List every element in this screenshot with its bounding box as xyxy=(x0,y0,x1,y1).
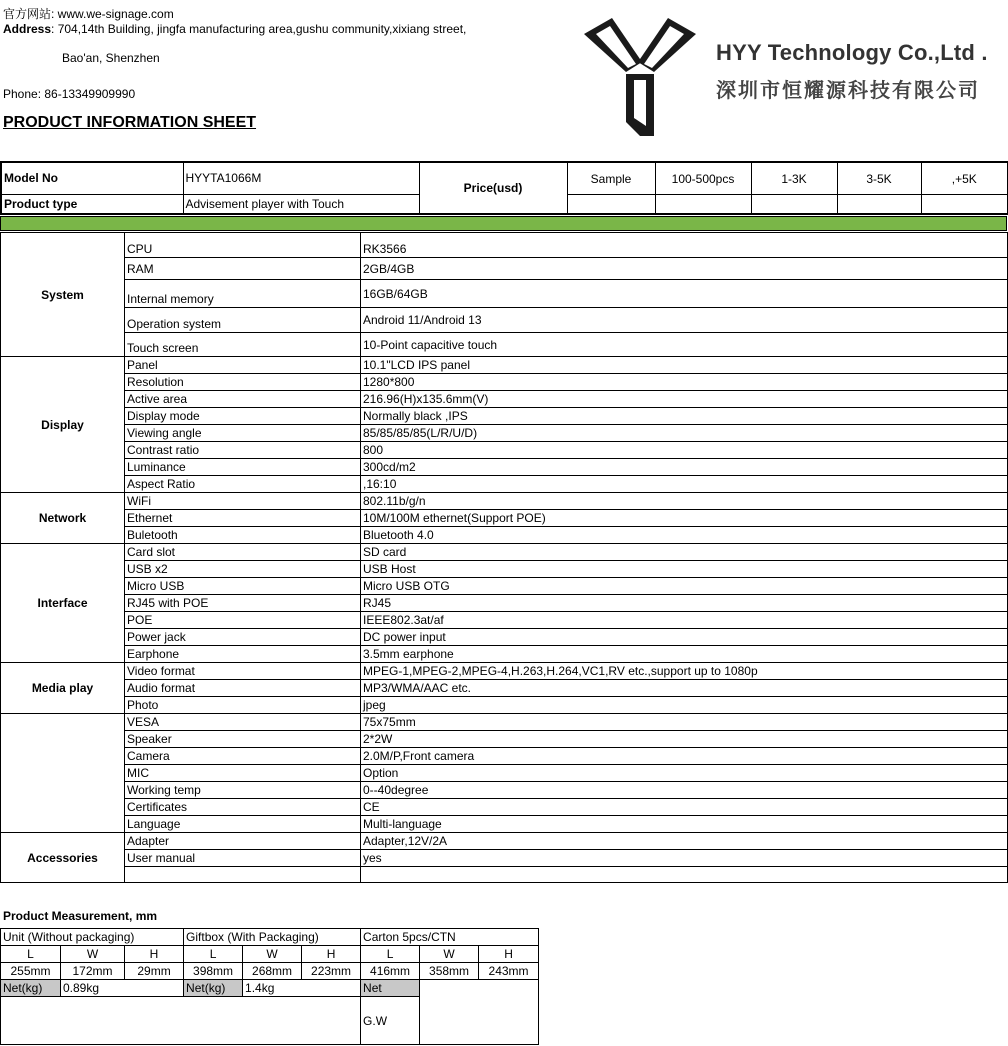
price-col-sample: Sample xyxy=(567,162,655,194)
address-label: Address xyxy=(3,22,52,36)
price-label: Price(usd) xyxy=(419,162,567,214)
spec-key: Aspect Ratio xyxy=(125,476,361,493)
dim-value: 268mm xyxy=(243,963,302,980)
product-type-value: Advisement player with Touch xyxy=(183,194,419,214)
phone-line: Phone: 86-13349909990 xyxy=(3,87,136,101)
spec-key: Luminance xyxy=(125,459,361,476)
dim-label: L xyxy=(361,946,420,963)
spec-key: Speaker xyxy=(125,731,361,748)
spec-value: 800 xyxy=(361,442,1008,459)
spec-key: Card slot xyxy=(125,544,361,561)
carton-gw-label: G.W xyxy=(361,997,420,1045)
spec-key: User manual xyxy=(125,850,361,867)
measurement-title: Product Measurement, mm xyxy=(3,909,158,923)
address-line-2: Bao'an, Shenzhen xyxy=(62,51,160,65)
spec-value: RK3566 xyxy=(361,233,1008,258)
spec-value: USB Host xyxy=(361,561,1008,578)
spec-key: POE xyxy=(125,612,361,629)
price-cell-sample xyxy=(567,194,655,214)
dim-value: 223mm xyxy=(302,963,361,980)
price-cell-5k-plus xyxy=(921,194,1008,214)
spec-value: Normally black ,IPS xyxy=(361,408,1008,425)
spec-key: Buletooth xyxy=(125,527,361,544)
spec-value: yes xyxy=(361,850,1008,867)
carton-weight-cell xyxy=(420,980,539,1045)
dim-value: 398mm xyxy=(184,963,243,980)
spec-key: Photo xyxy=(125,697,361,714)
sheet-title: PRODUCT INFORMATION SHEET xyxy=(3,114,257,131)
spec-key: RJ45 with POE xyxy=(125,595,361,612)
dim-value: 358mm xyxy=(420,963,479,980)
spec-value: MP3/WMA/AAC etc. xyxy=(361,680,1008,697)
spec-key: Display mode xyxy=(125,408,361,425)
spec-key: Touch screen xyxy=(125,333,361,357)
spec-value: 300cd/m2 xyxy=(361,459,1008,476)
spec-value: CE xyxy=(361,799,1008,816)
spec-table xyxy=(0,232,1008,883)
model-price-table xyxy=(0,161,1008,215)
unit-net-value: 0.89kg xyxy=(61,980,184,997)
dim-label: W xyxy=(243,946,302,963)
price-cell-1-3k xyxy=(751,194,837,214)
company-name-cn: 深圳市恒耀源科技有限公司 xyxy=(716,80,980,102)
model-no-value: HYYTA1066M xyxy=(183,162,419,194)
spec-key: Operation system xyxy=(125,308,361,333)
group-unit: Unit (Without packaging) xyxy=(1,929,184,946)
spec-key: Panel xyxy=(125,357,361,374)
spec-value: 0--40degree xyxy=(361,782,1008,799)
website-line: 官方网站: www.we-signage.com xyxy=(3,7,174,21)
category-accessories: Accessories xyxy=(1,833,125,883)
spec-key: VESA xyxy=(125,714,361,731)
category-system: System xyxy=(1,233,125,357)
dim-value: 172mm xyxy=(61,963,125,980)
spec-key: Internal memory xyxy=(125,280,361,308)
green-separator-band xyxy=(0,216,1007,231)
dim-label: H xyxy=(479,946,539,963)
spec-key: Working temp xyxy=(125,782,361,799)
spec-value: DC power input xyxy=(361,629,1008,646)
spec-value: Micro USB OTG xyxy=(361,578,1008,595)
company-logo-icon xyxy=(580,14,700,140)
spec-value: 1280*800 xyxy=(361,374,1008,391)
spec-key: Language xyxy=(125,816,361,833)
spec-key: Video format xyxy=(125,663,361,680)
spec-key-empty xyxy=(125,867,361,883)
spec-key: Active area xyxy=(125,391,361,408)
price-col-3-5k: 3-5K xyxy=(837,162,921,194)
spec-key: Certificates xyxy=(125,799,361,816)
spec-value: 10-Point capacitive touch xyxy=(361,333,1008,357)
spec-key: Power jack xyxy=(125,629,361,646)
dim-label: H xyxy=(302,946,361,963)
category-media-play: Media play xyxy=(1,663,125,714)
unit-net-label: Net(kg) xyxy=(1,980,61,997)
dim-label: H xyxy=(125,946,184,963)
category-other xyxy=(1,714,125,833)
category-display: Display xyxy=(1,357,125,493)
price-col-100-500: 100-500pcs xyxy=(655,162,751,194)
category-network: Network xyxy=(1,493,125,544)
dim-label: L xyxy=(1,946,61,963)
spec-value: Option xyxy=(361,765,1008,782)
spec-key: Earphone xyxy=(125,646,361,663)
weight-empty-cell xyxy=(1,997,361,1045)
spec-key: WiFi xyxy=(125,493,361,510)
spec-value: 216.96(H)x135.6mm(V) xyxy=(361,391,1008,408)
spec-key: Viewing angle xyxy=(125,425,361,442)
company-name-en: HYY Technology Co.,Ltd . xyxy=(716,40,988,65)
spec-key: MIC xyxy=(125,765,361,782)
spec-key: Ethernet xyxy=(125,510,361,527)
spec-value: Android 11/Android 13 xyxy=(361,308,1008,333)
dim-value: 29mm xyxy=(125,963,184,980)
spec-key: Resolution xyxy=(125,374,361,391)
spec-value: ,16:10 xyxy=(361,476,1008,493)
category-interface: Interface xyxy=(1,544,125,663)
spec-value: MPEG-1,MPEG-2,MPEG-4,H.263,H.264,VC1,RV etc.,support up to 1080p xyxy=(361,663,1008,680)
dim-label: W xyxy=(61,946,125,963)
spec-value: 10.1"LCD IPS panel xyxy=(361,357,1008,374)
spec-value: 802.11b/g/n xyxy=(361,493,1008,510)
dim-value: 416mm xyxy=(361,963,420,980)
spec-key: Adapter xyxy=(125,833,361,850)
gift-net-label: Net(kg) xyxy=(184,980,243,997)
spec-value: 85/85/85/85(L/R/U/D) xyxy=(361,425,1008,442)
dim-value: 243mm xyxy=(479,963,539,980)
price-cell-100-500 xyxy=(655,194,751,214)
spec-value: Adapter,12V/2A xyxy=(361,833,1008,850)
group-giftbox: Giftbox (With Packaging) xyxy=(184,929,361,946)
spec-key: Camera xyxy=(125,748,361,765)
spec-value-empty xyxy=(361,867,1008,883)
gift-net-value: 1.4kg xyxy=(243,980,361,997)
dim-label: W xyxy=(420,946,479,963)
spec-key: Audio format xyxy=(125,680,361,697)
model-no-label: Model No xyxy=(1,162,183,194)
dim-label: L xyxy=(184,946,243,963)
address-text-1: : 704,14th Building, jingfa manufacturing area,gushu community,xixiang street, xyxy=(51,22,467,36)
measurement-table xyxy=(0,928,539,1045)
spec-key: USB x2 xyxy=(125,561,361,578)
spec-key: Micro USB xyxy=(125,578,361,595)
group-carton: Carton 5pcs/CTN xyxy=(361,929,539,946)
price-cell-3-5k xyxy=(837,194,921,214)
spec-value: IEEE802.3at/af xyxy=(361,612,1008,629)
spec-value: 16GB/64GB xyxy=(361,280,1008,308)
spec-key: CPU xyxy=(125,233,361,258)
price-col-1-3k: 1-3K xyxy=(751,162,837,194)
product-type-label: Product type xyxy=(1,194,183,214)
address-line-1 xyxy=(3,22,466,36)
spec-key: RAM xyxy=(125,258,361,280)
spec-value: RJ45 xyxy=(361,595,1008,612)
spec-value: 2.0M/P,Front camera xyxy=(361,748,1008,765)
spec-value: 2*2W xyxy=(361,731,1008,748)
sheet-header xyxy=(0,0,1008,160)
spec-value: 75x75mm xyxy=(361,714,1008,731)
spec-key: Contrast ratio xyxy=(125,442,361,459)
spec-value: 3.5mm earphone xyxy=(361,646,1008,663)
spec-value: SD card xyxy=(361,544,1008,561)
spec-value: 10M/100M ethernet(Support POE) xyxy=(361,510,1008,527)
dim-value: 255mm xyxy=(1,963,61,980)
carton-net-label: Net xyxy=(361,980,420,997)
spec-value: Bluetooth 4.0 xyxy=(361,527,1008,544)
spec-value: jpeg xyxy=(361,697,1008,714)
price-col-5k-plus: ,+5K xyxy=(921,162,1008,194)
spec-value: Multi-language xyxy=(361,816,1008,833)
spec-value: 2GB/4GB xyxy=(361,258,1008,280)
